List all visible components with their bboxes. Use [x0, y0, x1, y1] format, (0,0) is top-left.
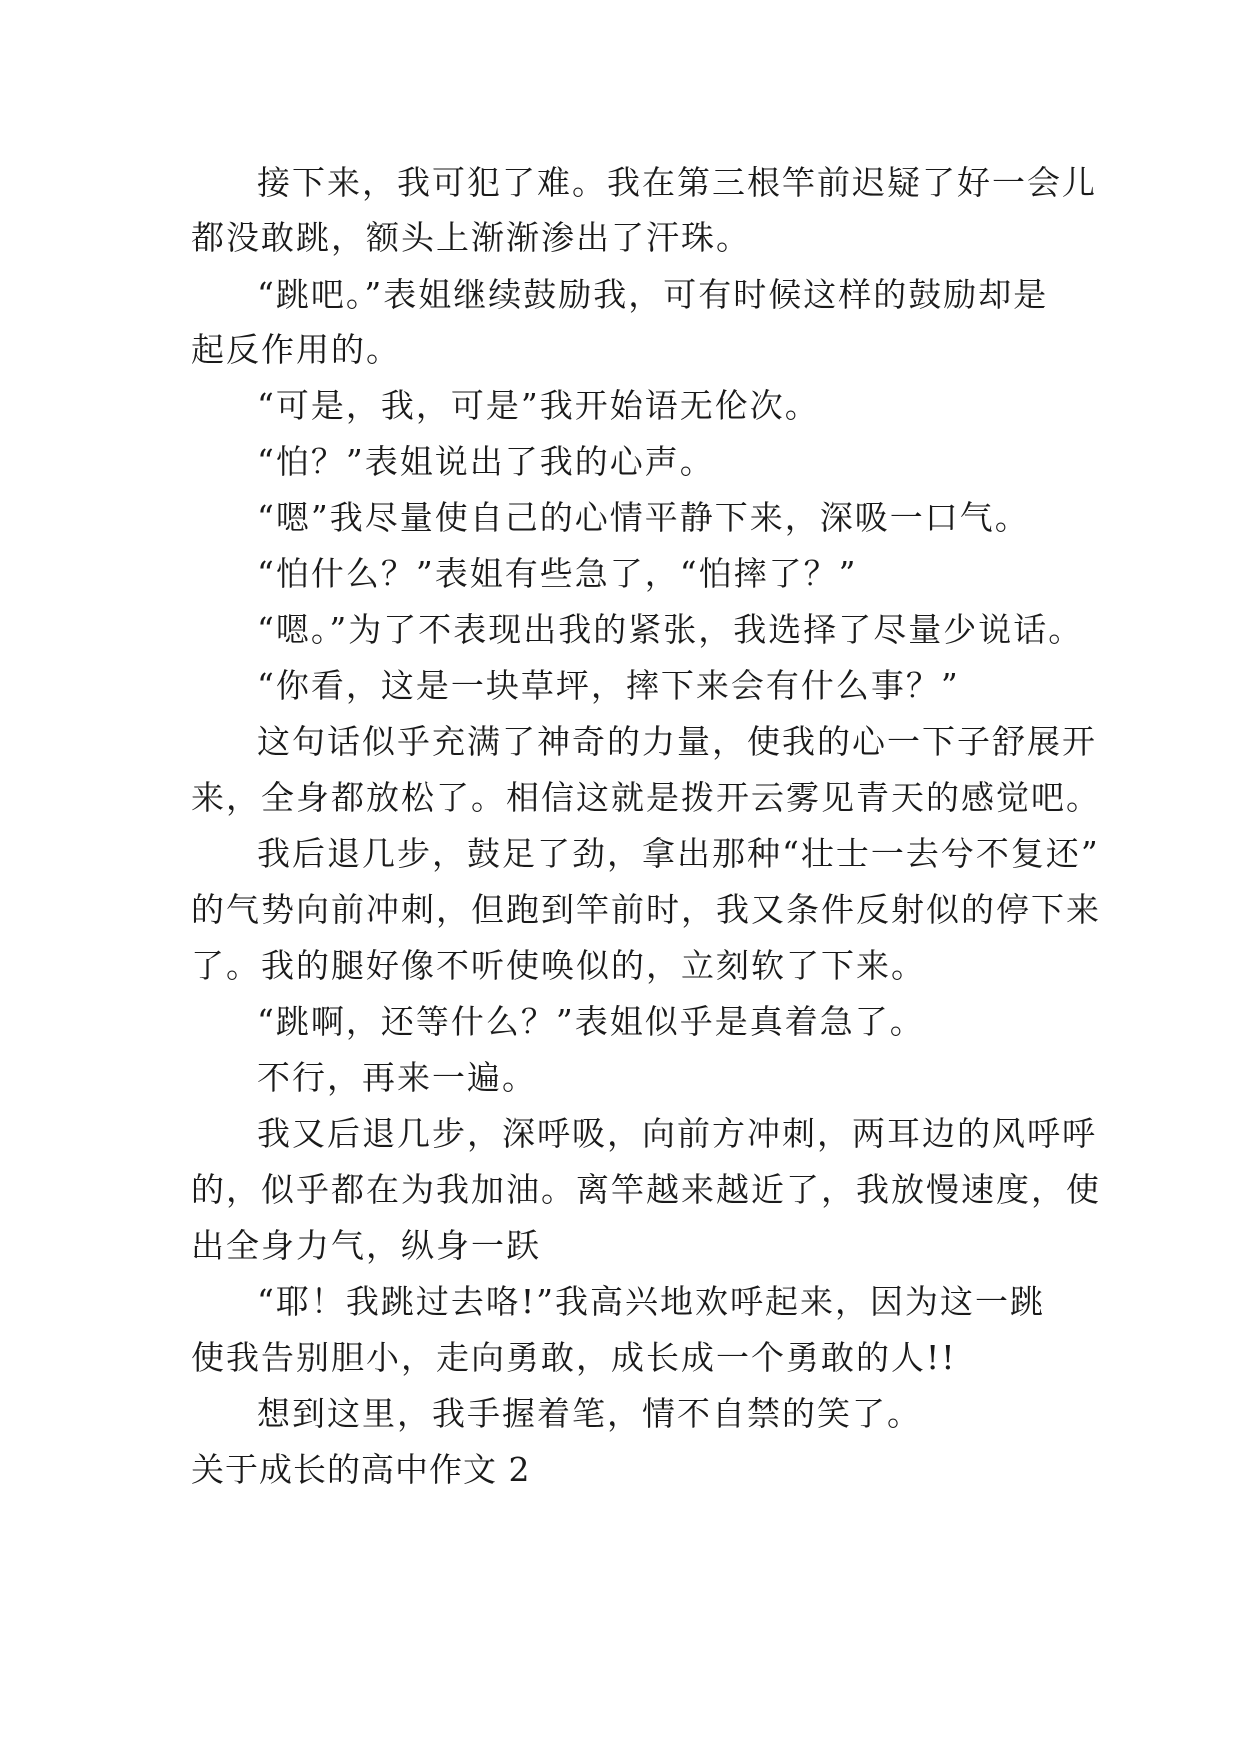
paragraph-line: 接下来，我可犯了难。我在第三根竿前迟疑了好一会儿	[257, 163, 1097, 202]
paragraph-line: “耶！我跳过去咯!”我高兴地欢呼起来，因为这一跳	[257, 1282, 1046, 1321]
paragraph-line: 我后退几步，鼓足了劲，拿出那种“壮士一去兮不复还”	[257, 834, 1100, 873]
paragraph-line: “嗯”我尽量使自己的心情平静下来，深吸一口气。	[257, 498, 1030, 537]
paragraph-line: 起反作用的。	[191, 330, 401, 369]
paragraph-line: 这句话似乎充满了神奇的力量，使我的心一下子舒展开	[257, 722, 1097, 761]
paragraph-line: “嗯。”为了不表现出我的紧张，我选择了尽量少说话。	[257, 610, 1084, 649]
paragraph-line: 我又后退几步，深呼吸，向前方冲刺，两耳边的风呼呼	[257, 1114, 1097, 1153]
paragraph-line: 出全身力气，纵身一跃	[191, 1226, 541, 1265]
paragraph-line: 来，全身都放松了。相信这就是拨开云雾见青天的感觉吧。	[191, 778, 1101, 817]
paragraph-line: 的，似乎都在为我加油。离竿越来越近了，我放慢速度，使	[191, 1170, 1101, 1209]
paragraph-line: “怕？”表姐说出了我的心声。	[257, 442, 715, 481]
paragraph-line: “跳吧。”表姐继续鼓励我，可有时候这样的鼓励却是	[257, 275, 1049, 314]
paragraph-line: “可是，我，可是”我开始语无伦次。	[257, 386, 820, 425]
section-heading: 关于成长的高中作文 2	[191, 1450, 531, 1489]
paragraph-line: 不行，再来一遍。	[257, 1058, 537, 1097]
paragraph-line: 都没敢跳，额头上渐渐渗出了汗珠。	[191, 218, 751, 257]
paragraph-line: “跳啊，还等什么？”表姐似乎是真着急了。	[257, 1002, 925, 1041]
paragraph-line: “你看，这是一块草坪，摔下来会有什么事？”	[257, 666, 960, 705]
paragraph-line: 了。我的腿好像不听使唤似的，立刻软了下来。	[191, 946, 926, 985]
paragraph-line: “怕什么？”表姐有些急了，“怕摔了？”	[257, 554, 858, 593]
paragraph-line: 的气势向前冲刺，但跑到竿前时，我又条件反射似的停下来	[191, 890, 1101, 929]
paragraph-line: 使我告别胆小，走向勇敢，成长成一个勇敢的人!!	[191, 1338, 957, 1377]
paragraph-line: 想到这里，我手握着笔，情不自禁的笑了。	[257, 1394, 922, 1433]
